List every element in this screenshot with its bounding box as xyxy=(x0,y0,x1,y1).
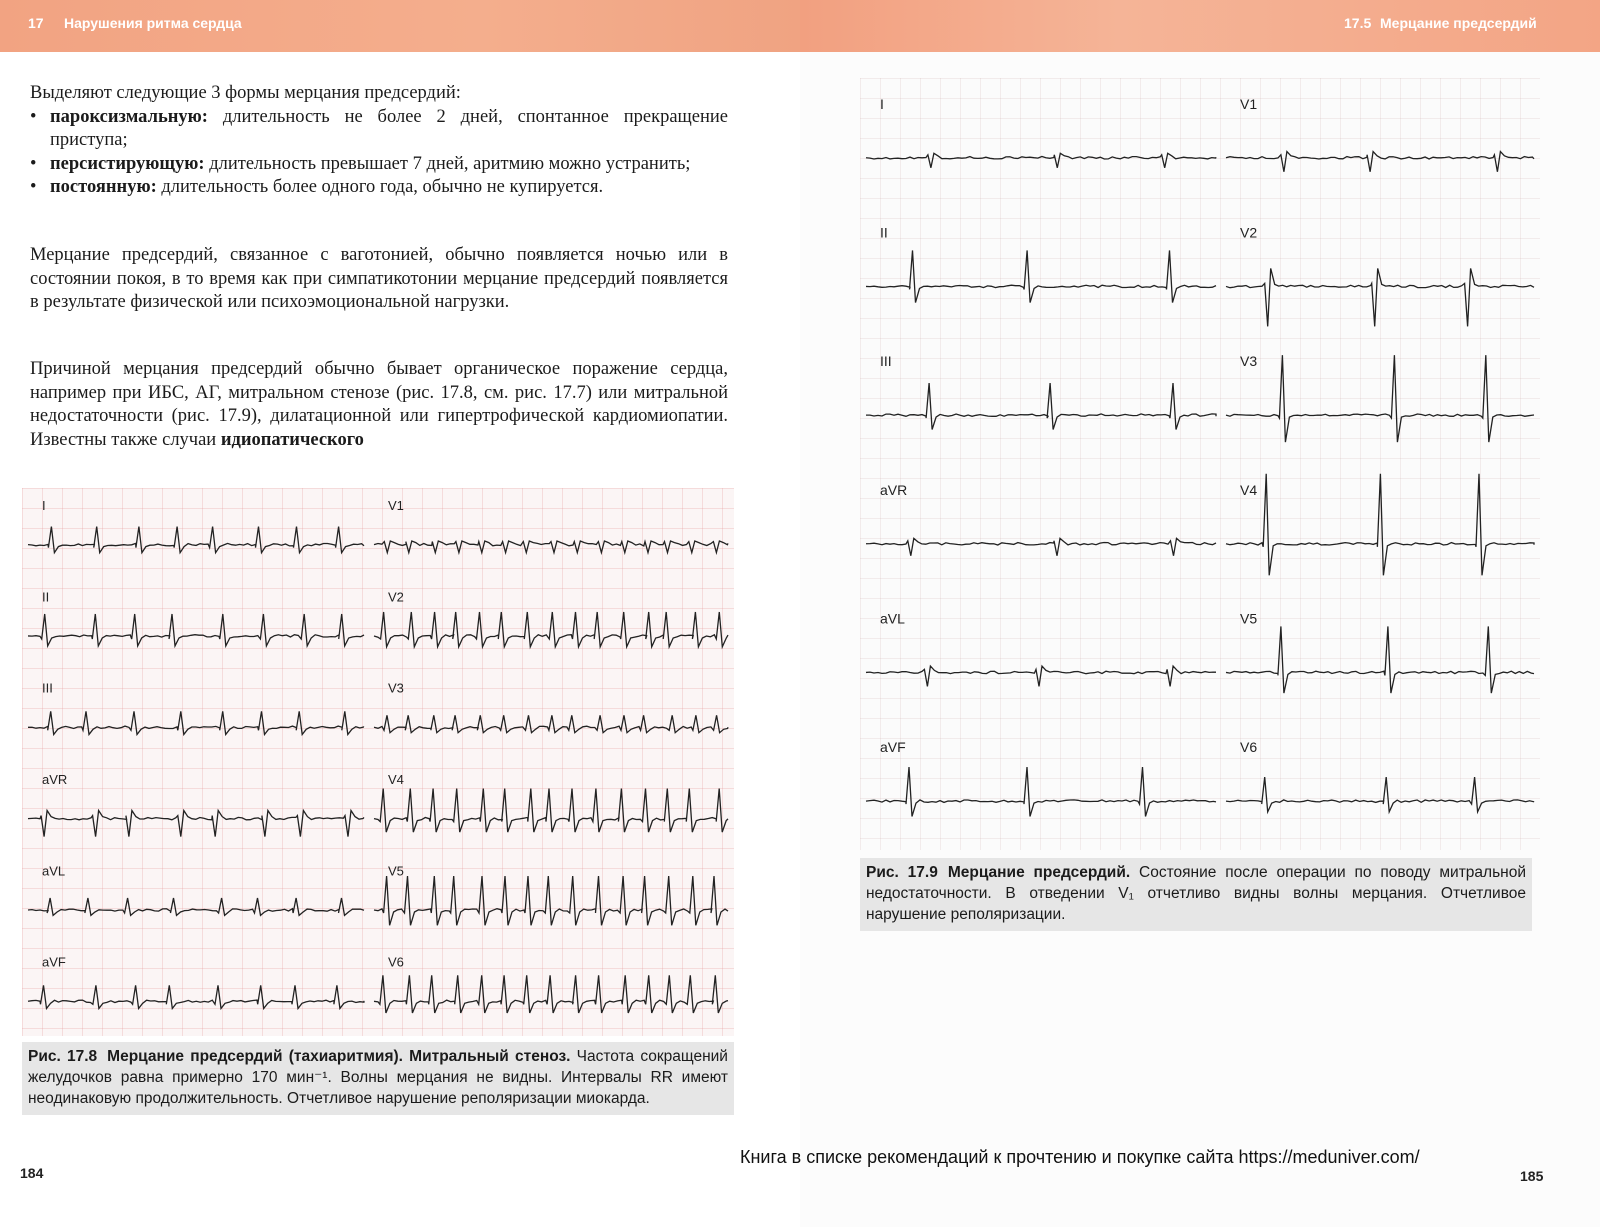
ecg-trace-aVF xyxy=(28,985,364,1008)
ecg-trace-I xyxy=(866,153,1216,168)
lead-label-V1: V1 xyxy=(388,497,404,513)
form-text: длительность превышает 7 дней, аритмию можно устранить; xyxy=(204,153,691,174)
paragraph-causes-text: Причиной мерцания предсердий обычно бывает органическое поражение сердца, например при ИБС, АГ, митральном стенозе (рис. 17.8, см. рис. 17.7) или митральной недостаточности (рис. 17.9), дилатационной или гипертрофической кардиомиопатии. Известны также случаи xyxy=(30,359,728,450)
ecg-trace-III xyxy=(28,711,364,734)
ecg-traces xyxy=(860,78,1540,850)
ecg-trace-V1 xyxy=(374,541,728,553)
ecg-trace-aVF xyxy=(866,767,1216,816)
ecg-traces xyxy=(22,488,734,1036)
lead-label-V5: V5 xyxy=(388,863,404,879)
caption-text: Состояние после операции по поводу митральной недостаточности. В отведении V₁ отчетливо видны волны мерцания. Отчетливое нарушение реполяризации. xyxy=(866,864,1526,923)
lead-label-aVL: aVL xyxy=(42,863,66,879)
caption-title: Мерцание предсердий. xyxy=(947,864,1131,881)
lead-label-V5: V5 xyxy=(1240,610,1258,627)
lead-label-V4: V4 xyxy=(388,771,404,787)
ecg-trace-aVL xyxy=(28,898,364,915)
page-number: 185 xyxy=(1520,1168,1544,1184)
lead-label-aVF: aVF xyxy=(880,739,906,756)
ecg-trace-III xyxy=(866,383,1216,429)
lead-label-V6: V6 xyxy=(1240,739,1258,756)
lead-label-III: III xyxy=(42,680,53,696)
form-text: длительность более одного года, обычно не купируется. xyxy=(156,177,604,197)
ecg-trace-II xyxy=(28,614,364,646)
ecg-trace-V2 xyxy=(374,612,728,647)
ecg-trace-V5 xyxy=(1226,626,1534,693)
ecg-figure-17-8 xyxy=(22,488,734,1036)
ecg-trace-V2 xyxy=(1226,268,1534,326)
ecg-trace-V5 xyxy=(374,876,728,925)
lead-label-V3: V3 xyxy=(1240,353,1258,370)
ecg-trace-aVR xyxy=(28,811,364,837)
page-number: 184 xyxy=(20,1165,44,1181)
lead-label-aVF: aVF xyxy=(42,954,66,970)
lead-label-II: II xyxy=(880,224,888,241)
forms-list xyxy=(30,106,728,200)
lead-label-aVR: aVR xyxy=(880,481,908,498)
ecg-trace-I xyxy=(28,527,364,553)
ecg-trace-V1 xyxy=(1226,152,1534,172)
section-header xyxy=(800,0,1600,52)
paragraph-causes xyxy=(30,358,728,452)
ecg-trace-V4 xyxy=(1226,474,1534,576)
chapter-title: Нарушения ритма сердца xyxy=(64,15,242,31)
ecg-figure-17-9 xyxy=(860,78,1540,850)
form-item-paroxysmal xyxy=(30,106,728,153)
figure-caption-17-9 xyxy=(860,858,1532,931)
form-term: персистирующую: xyxy=(50,153,205,174)
paragraph-vagotonia xyxy=(30,244,728,315)
caption-number: Рис. 17.8 xyxy=(28,1048,98,1065)
right-page xyxy=(800,0,1600,1227)
lead-label-V2: V2 xyxy=(388,589,404,605)
paragraph-causes-bold: идиопатического xyxy=(220,429,364,450)
chapter-number: 17 xyxy=(28,15,44,31)
lead-label-II: II xyxy=(42,589,50,605)
ecg-trace-V6 xyxy=(1226,777,1534,812)
lead-label-aVL: aVL xyxy=(880,610,905,627)
form-item-permanent xyxy=(30,176,728,200)
form-item-persistent xyxy=(30,153,728,177)
form-text: длительность не более 2 дней, спонтанное прекращение приступа; xyxy=(50,106,728,150)
lead-label-aVR: aVR xyxy=(42,771,68,787)
lead-label-V2: V2 xyxy=(1240,224,1258,241)
paragraph-text: Мерцание предсердий, связанное с ваготонией, обычно появляется ночью или в состоянии покоя, в то время как при симпатикотонии мерцание предсердий появляется в результате физической или психоэмоциональной нагрузки. xyxy=(30,245,728,312)
lead-label-V4: V4 xyxy=(1240,481,1258,498)
ecg-trace-aVR xyxy=(866,538,1216,555)
lead-label-I: I xyxy=(42,497,46,513)
chapter-header xyxy=(0,0,800,52)
lead-label-V1: V1 xyxy=(1240,95,1258,112)
lead-label-I: I xyxy=(880,95,884,112)
form-term: постоянную: xyxy=(50,177,157,197)
paragraph-text xyxy=(30,358,728,452)
section-number: 17.5 xyxy=(1344,15,1372,31)
forms-block xyxy=(30,82,728,200)
form-term: пароксизмальную: xyxy=(50,106,208,127)
ecg-trace-V4 xyxy=(374,789,728,833)
lead-label-III: III xyxy=(880,353,892,370)
lead-label-V6: V6 xyxy=(388,954,404,970)
lead-label-V3: V3 xyxy=(388,680,404,696)
caption-number: Рис. 17.9 xyxy=(866,864,938,881)
forms-intro: Выделяют следующие 3 формы мерцания предсердий: xyxy=(30,83,461,103)
figure-caption-17-8 xyxy=(22,1042,734,1115)
caption-text: Частота сокращений желудочков равна примерно 170 мин⁻¹. Волны мерцания не видны. Интервалы RR имеют неодинаковую продолжительность. Отчетливое нарушение реполяризации миокарда. xyxy=(28,1048,728,1107)
ecg-trace-aVL xyxy=(866,666,1216,686)
watermark-text: Книга в списке рекомендаций к прочтению и покупке сайта https://meduniver.com/ xyxy=(740,1147,1420,1167)
ecg-trace-V3 xyxy=(374,715,728,732)
section-title: Мерцание предсердий xyxy=(1380,15,1537,31)
ecg-trace-II xyxy=(866,250,1216,302)
ecg-trace-V6 xyxy=(374,975,728,1013)
ecg-trace-V3 xyxy=(1226,355,1534,442)
caption-title: Мерцание предсердий (тахиаритмия). Митральный стеноз. xyxy=(107,1048,571,1065)
